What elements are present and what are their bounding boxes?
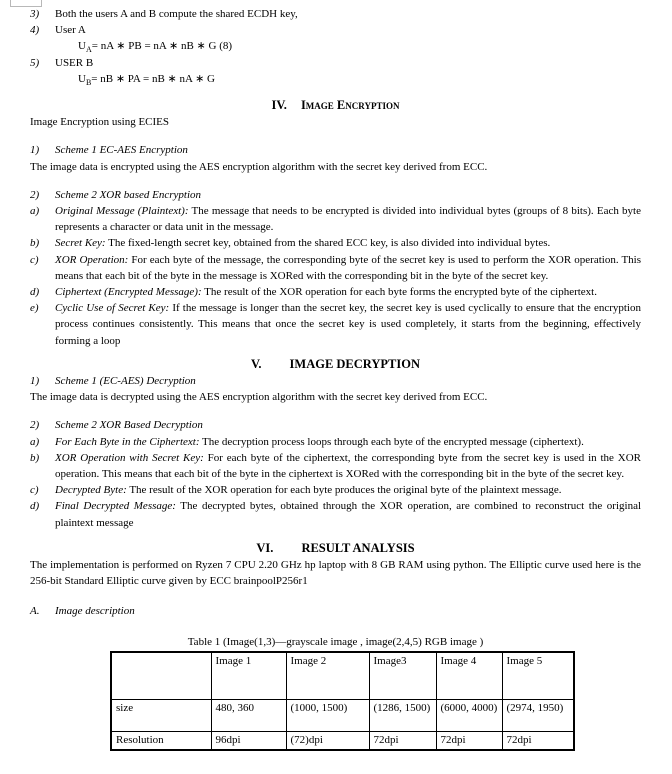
section-heading-result-analysis: [30, 540, 641, 557]
list-letter: a): [30, 205, 40, 218]
list-number: 1): [30, 375, 40, 388]
table-cell: 96dpi: [211, 732, 286, 751]
list-item-dec-d: [30, 498, 641, 530]
term-definition: The result of the XOR operation for each byte forms the encrypted byte of the ciphertext.: [201, 286, 597, 299]
list-item-scheme2-enc: [30, 187, 641, 203]
list-letter: e): [30, 302, 39, 315]
term-definition: The decrypted bytes, obtained through the XOR operation, are combined to reconstruct the original plaintext message: [55, 500, 642, 529]
list-text: [55, 498, 641, 530]
section-title: RESULT ANALYSIS: [301, 540, 415, 555]
list-letter: c): [30, 253, 39, 266]
list-item-4: [30, 22, 641, 38]
table-cell: 72dpi: [436, 732, 502, 751]
table-header-cell: Image 2: [286, 652, 369, 700]
list-letter: d): [30, 500, 40, 513]
list-item-dec-a: [30, 434, 641, 450]
term-lead: Final Decrypted Message:: [55, 500, 176, 513]
list-item-enc-c: [30, 252, 641, 284]
term-lead: Original Message (Plaintext):: [55, 205, 189, 218]
table-header-cell: Image 5: [502, 652, 574, 700]
term-lead: Ciphertext (Encrypted Message):: [55, 286, 202, 299]
scheme-label: Scheme 2 XOR Based Decryption: [55, 419, 203, 432]
list-item-enc-e: [30, 300, 641, 349]
formula-user-a: [78, 38, 641, 54]
section-heading-image-decryption: [30, 356, 641, 373]
list-number: 1): [30, 144, 40, 157]
table-cell: (72)dpi: [286, 732, 369, 751]
term-lead: Secret Key:: [55, 237, 106, 250]
para-implementation: The implementation is performed on Ryzen 7 CPU 2.20 GHz hp laptop with 8 GB RAM using python. The Elliptic curve used here is the 256-bit Standard Elliptic curve given by ECC brainpoolP256r1: [30, 559, 641, 588]
term-definition: The result of the XOR operation for each byte produces the original byte of the plaintext message.: [126, 484, 562, 497]
table-caption: Table 1 (Image(1,3)—grayscale image , image(2,4,5) RGB image ): [187, 635, 484, 648]
list-item-dec-c: [30, 482, 641, 498]
term-definition: For each byte of the ciphertext, the corresponding byte from the secret key is used in the XOR operation. This means that each bit of the byte in the ciphertext is XORed with the corresponding bit in the byte of the secret key.: [55, 451, 641, 481]
list-letter: b): [30, 237, 40, 250]
section-number: IV.: [271, 98, 287, 113]
list-item-enc-b: [30, 235, 641, 251]
subsection-image-description: [30, 603, 641, 619]
list-text: [55, 284, 641, 300]
section-number: V.: [250, 356, 262, 371]
list-text: [55, 450, 641, 482]
formula-rest: = nA ∗ PB = nA ∗ nB ∗ G (8): [91, 40, 233, 53]
table-row-resolution: [111, 732, 574, 751]
list-item-enc-d: [30, 284, 641, 300]
formula-base: U: [78, 40, 86, 53]
formula-subscript: B: [85, 78, 92, 87]
section-title: Image Encryption: [300, 98, 400, 113]
table-header-row: [111, 652, 574, 700]
term-definition: For each byte of the message, the corresponding byte of the secret key is used to perform the XOR operation. This means that each bit of the byte in the message is XORed with the corresponding bit in the byte of the secret key.: [55, 253, 642, 282]
screen-edge-artifact: [10, 0, 42, 7]
list-letter: c): [30, 484, 39, 497]
list-letter: b): [30, 451, 40, 464]
list-text: [55, 300, 641, 349]
list-item-5: [30, 55, 641, 71]
formula-rest: = nB ∗ PA = nB ∗ nA ∗ G: [91, 72, 216, 85]
term-lead: Decrypted Byte:: [55, 484, 127, 497]
list-item-scheme1-dec: [30, 373, 641, 389]
list-letter: d): [30, 286, 40, 299]
table-cell: 72dpi: [502, 732, 574, 751]
list-text: User A: [55, 24, 86, 37]
formula-base: U: [78, 72, 86, 85]
term-definition: The fixed-length secret key, obtained from the shared ECC key, is also divided into individual bytes.: [105, 237, 551, 250]
list-text: [55, 252, 641, 284]
table-header-cell: Image 1: [211, 652, 286, 700]
table-cell: 72dpi: [369, 732, 436, 751]
list-item-scheme1-enc: [30, 142, 641, 158]
table-header-cell: [111, 652, 211, 700]
subsection-letter: A.: [30, 604, 40, 617]
list-text: [55, 482, 641, 498]
list-number: 3): [30, 8, 40, 20]
para-aes-encryption: The image data is encrypted using the AES encryption algorithm with the secret key derived from ECC.: [30, 160, 488, 173]
list-number: 5): [30, 56, 40, 69]
term-definition: The message that needs to be encrypted is divided into individual bytes (groups of 8 bits). Each byte represents a character or data unit in the message.: [55, 205, 641, 234]
section-number: VI.: [256, 540, 274, 555]
list-item-scheme2-dec: [30, 417, 641, 433]
subsection-label: Image description: [55, 604, 135, 617]
image-description-table: [110, 651, 575, 752]
list-text: [55, 203, 641, 235]
table-cell: 480, 360: [211, 700, 286, 732]
list-number: 2): [30, 419, 40, 432]
formula-user-b: [78, 71, 641, 87]
list-item-enc-a: [30, 203, 641, 235]
para-aes-decryption: The image data is decrypted using the AES encryption algorithm with the secret key derived from ECC.: [30, 391, 488, 404]
list-letter: a): [30, 435, 40, 448]
list-text: Both the users A and B compute the shared ECDH key,: [55, 8, 298, 20]
row-label: size: [111, 700, 211, 732]
para-ecies-intro: Image Encryption using ECIES: [30, 116, 170, 129]
term-lead: For Each Byte in the Ciphertext:: [55, 435, 200, 448]
formula-subscript: A: [85, 45, 92, 55]
table-cell: (2974, 1950): [502, 700, 574, 732]
section-heading-image-encryption: [30, 97, 641, 114]
row-label: Resolution: [111, 732, 211, 751]
list-text: [55, 235, 641, 251]
list-item-dec-b: [30, 450, 641, 482]
table-header-cell: Image3: [369, 652, 436, 700]
section-title: IMAGE DECRYPTION: [289, 356, 420, 371]
term-lead: XOR Operation with Secret Key:: [55, 451, 204, 464]
list-item-3: [30, 6, 641, 22]
table-header-cell: Image 4: [436, 652, 502, 700]
list-text: USER B: [55, 56, 94, 69]
list-number: 4): [30, 24, 40, 37]
table-cell: (1286, 1500): [369, 700, 436, 732]
scheme-label: Scheme 2 XOR based Encryption: [55, 188, 202, 201]
list-text: [55, 434, 641, 450]
list-number: 2): [30, 188, 40, 201]
table-cell: (1000, 1500): [286, 700, 369, 732]
term-lead: Cyclic Use of Secret Key:: [55, 302, 170, 315]
table-row-size: [111, 700, 574, 732]
term-lead: XOR Operation:: [55, 253, 129, 266]
scheme-label: Scheme 1 (EC-AES) Decryption: [55, 375, 196, 388]
table-cell: (6000, 4000): [436, 700, 502, 732]
term-definition: If the message is longer than the secret key, the secret key is used cyclically to ensure that the encryption process continues consistently. This means that once the secret key is used completely, it starts from the beginning, effectively forming a loop: [55, 302, 641, 347]
scheme-label: Scheme 1 EC-AES Encryption: [55, 144, 188, 157]
term-definition: The decryption process loops through each byte of the encrypted message (ciphertext).: [199, 435, 584, 448]
